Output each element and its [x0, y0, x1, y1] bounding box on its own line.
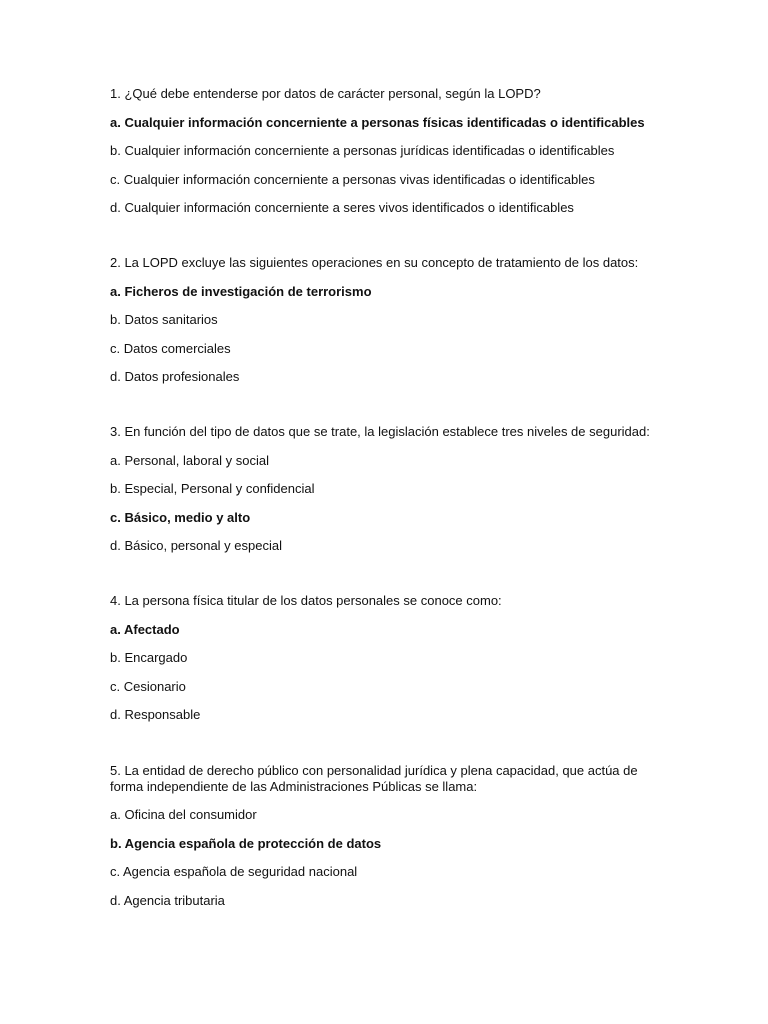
answer-option-a: a. Personal, laboral y social	[110, 452, 269, 468]
question-block-3	[110, 424, 670, 554]
answer-option-b: b. Datos sanitarios	[110, 312, 218, 327]
answer-option-d: d. Datos profesionales	[110, 369, 240, 384]
answer-option-a: a. Afectado	[110, 621, 180, 637]
answer-option-d: d. Básico, personal y especial	[110, 538, 282, 553]
question-text: 2. La LOPD excluye las siguientes operaciones en su concepto de tratamiento de los datos:	[110, 255, 639, 270]
question-block-1	[110, 86, 670, 216]
question-text: 3. En función del tipo de datos que se trate, la legislación establece tres niveles de seguridad:	[110, 424, 650, 439]
answer-option-d: d. Responsable	[110, 707, 201, 722]
answer-option-c: c. Cualquier información concerniente a personas vivas identificadas o identificables	[110, 171, 595, 187]
question-text: 1. ¿Qué debe entenderse por datos de carácter personal, según la LOPD?	[110, 86, 541, 101]
question-text: 5. La entidad de derecho público con personalidad jurídica y plena capacidad, que actúa de forma independiente de las Administraciones Públicas se llama:	[110, 763, 638, 794]
answer-option-c: c. Agencia española de seguridad nacional	[110, 864, 358, 879]
answer-option-d: d. Cualquier información concerniente a seres vivos identificados o identificables	[110, 200, 574, 215]
answer-option-a: a. Ficheros de investigación de terrorismo	[110, 283, 372, 299]
answer-option-c: c. Cesionario	[110, 678, 186, 694]
answer-option-d: d. Agencia tributaria	[110, 892, 225, 908]
answer-option-a: a. Cualquier información concerniente a personas físicas identificadas o identificables	[110, 114, 645, 130]
answer-option-b: b. Especial, Personal y confidencial	[110, 481, 315, 496]
question-block-2	[110, 255, 670, 385]
answer-option-b: b. Agencia española de protección de datos	[110, 835, 382, 851]
question-block-4	[110, 593, 670, 723]
answer-option-c: c. Datos comerciales	[110, 340, 231, 356]
answer-option-c: c. Básico, medio y alto	[110, 509, 251, 525]
answer-option-b: b. Encargado	[110, 650, 188, 665]
question-block-5	[110, 763, 670, 908]
answer-option-b: b. Cualquier información concerniente a personas jurídicas identificadas o identificables	[110, 143, 615, 158]
answer-option-a: a. Oficina del consumidor	[110, 807, 257, 822]
question-text: 4. La persona física titular de los datos personales se conoce como:	[110, 593, 502, 608]
